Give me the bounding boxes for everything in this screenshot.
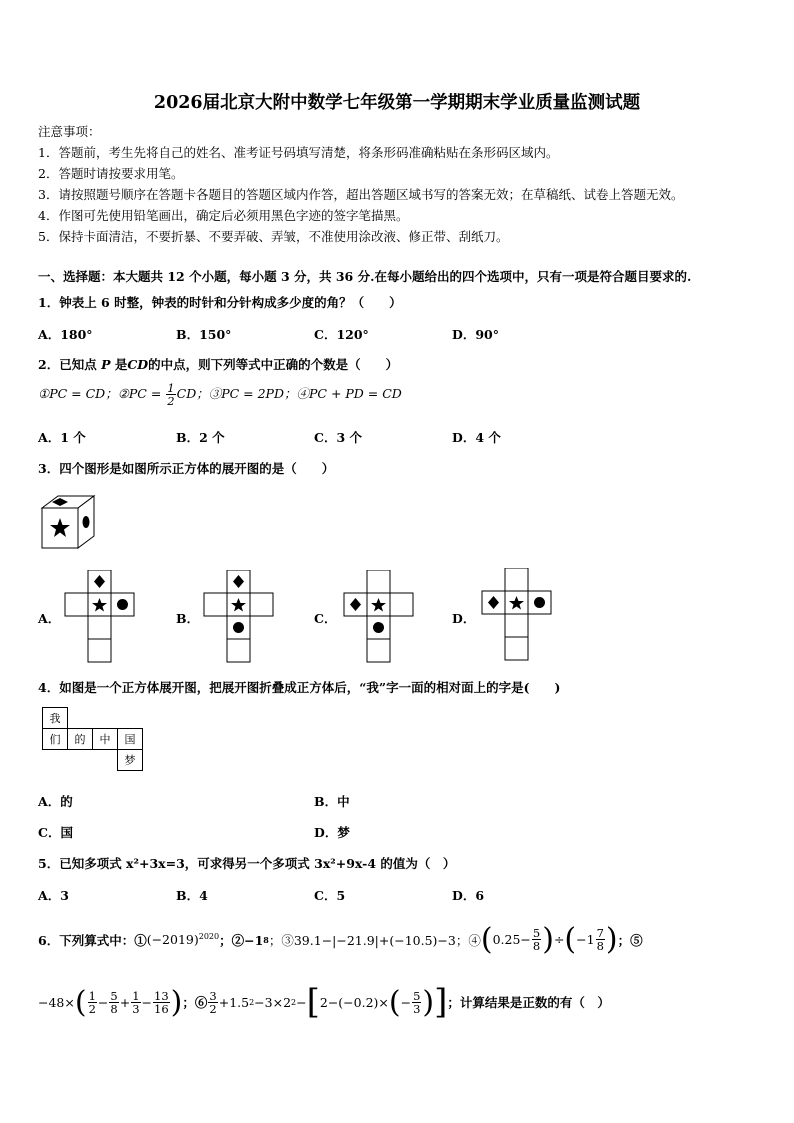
q1-option-a: A．180° — [38, 327, 93, 342]
circle-icon — [83, 516, 90, 528]
q5-option-b: B．4 — [176, 888, 208, 903]
cube-figure — [38, 492, 98, 554]
q2-option-c: C．3 个 — [314, 430, 362, 445]
q3-label-d: D． — [452, 611, 476, 626]
question-3-stem: 3．四个图形是如图所示正方体的展开图的是（ ） — [38, 461, 335, 476]
word-net — [42, 707, 143, 771]
notice-item: 2．答题时请按要求用笔。 — [38, 166, 184, 181]
question-5-stem: 5．已知多项式 x²+3x=3，可求得另一个多项式 3x²+9x-4 的值为（ ） — [38, 856, 456, 871]
net-d — [481, 568, 553, 664]
q4-option-b: B．中 — [314, 794, 350, 809]
circle-icon — [534, 597, 545, 608]
net-cell: 梦 — [118, 750, 143, 771]
question-6-line-2: −48× ( $\frac{1}{2}$ − $\frac{5}{8}$ + $\frac{1}{3}$ − $\frac{13}{16}$ ) ；⑥ $\frac{3}{2}$ +1.5 2 −3×2 2 − [ 2−(−0.2)× ( − $\frac{5}{3}$ ) ] ；计算结果是正数的有（ ） — [38, 982, 610, 1022]
notice-item: 4．作图可先使用铅笔画出，确定后必须用黑色字迹的签字笔描黑。 — [38, 208, 409, 223]
q1-option-d: D．90° — [452, 327, 499, 342]
q1-option-c: C．120° — [314, 327, 369, 342]
q3-label-b: B． — [176, 611, 200, 626]
question-2-stem: 2．已知点 P 是CD的中点，则下列等式中正确的个数是（ ） — [38, 357, 399, 372]
question-6-line-1: 6．下列算式中：① $(-2019)^{2020}$ ；②−1 8 ；③39.1−|−21.9|+(−10.5)−3；④ ( 0.25− $\frac{5}{8}$ ) ÷ ( −1 $\frac{7}{8}$ ) ；⑤ — [38, 922, 643, 957]
section-heading: 一、选择题：本大题共 12 个小题，每小题 3 分，共 36 分.在每小题给出的四个选项中，只有一项是符合题目要求的. — [38, 269, 692, 284]
notice-item: 1．答题前，考生先将自己的姓名、准考证号码填写清楚，将条形码准确粘贴在条形码区域内。 — [38, 145, 559, 160]
net-b — [203, 570, 275, 666]
net-a — [64, 570, 136, 666]
q1-option-b: B．150° — [176, 327, 232, 342]
question-1-stem: 1．钟表上 6 时整，钟表的时针和分针构成多少度的角？（ ） — [38, 295, 402, 310]
q3-label-c: C． — [314, 611, 337, 626]
q5-option-c: C．5 — [314, 888, 346, 903]
circle-icon — [117, 599, 128, 610]
q4-option-d: D．梦 — [314, 825, 350, 840]
q2-option-b: B．2 个 — [176, 430, 225, 445]
circle-icon — [373, 622, 384, 633]
notice-item: 3．请按照题号顺序在答题卡各题目的答题区域内作答，超出答题区域书写的答案无效；在草稿纸、试卷上答题无效。 — [38, 187, 684, 202]
question-2-equations: ①PC = CD；②PC = $\frac{1}{2}$ CD；③PC = 2PD；④PC + PD = CD — [38, 381, 402, 408]
net-cell: 中 — [93, 729, 118, 750]
q5-option-d: D．6 — [452, 888, 485, 903]
q4-option-a: A．的 — [38, 794, 73, 809]
q2-option-a: A．1 个 — [38, 430, 86, 445]
page-title: 2026届北京大附中数学七年级第一学期期末学业质量监测试题 — [153, 93, 641, 113]
net-cell: 我 — [43, 708, 68, 729]
q3-label-a: A． — [38, 611, 61, 626]
net-cell: 们 — [43, 729, 68, 750]
net-cell: 国 — [118, 729, 143, 750]
q5-option-a: A．3 — [38, 888, 69, 903]
circle-icon — [233, 622, 244, 633]
notice-item: 5．保持卡面清洁，不要折暴、不要弄破、弄皱，不准使用涂改液、修正带、刮纸刀。 — [38, 229, 509, 244]
notice-heading: 注意事项： — [38, 124, 101, 139]
q4-option-c: C．国 — [38, 825, 73, 840]
net-c — [343, 570, 415, 666]
question-4-stem: 4．如图是一个正方体展开图，把展开图折叠成正方体后，“我”字一面的相对面上的字是( ) — [38, 680, 561, 695]
q2-option-d: D．4 个 — [452, 430, 501, 445]
net-cell: 的 — [68, 729, 93, 750]
